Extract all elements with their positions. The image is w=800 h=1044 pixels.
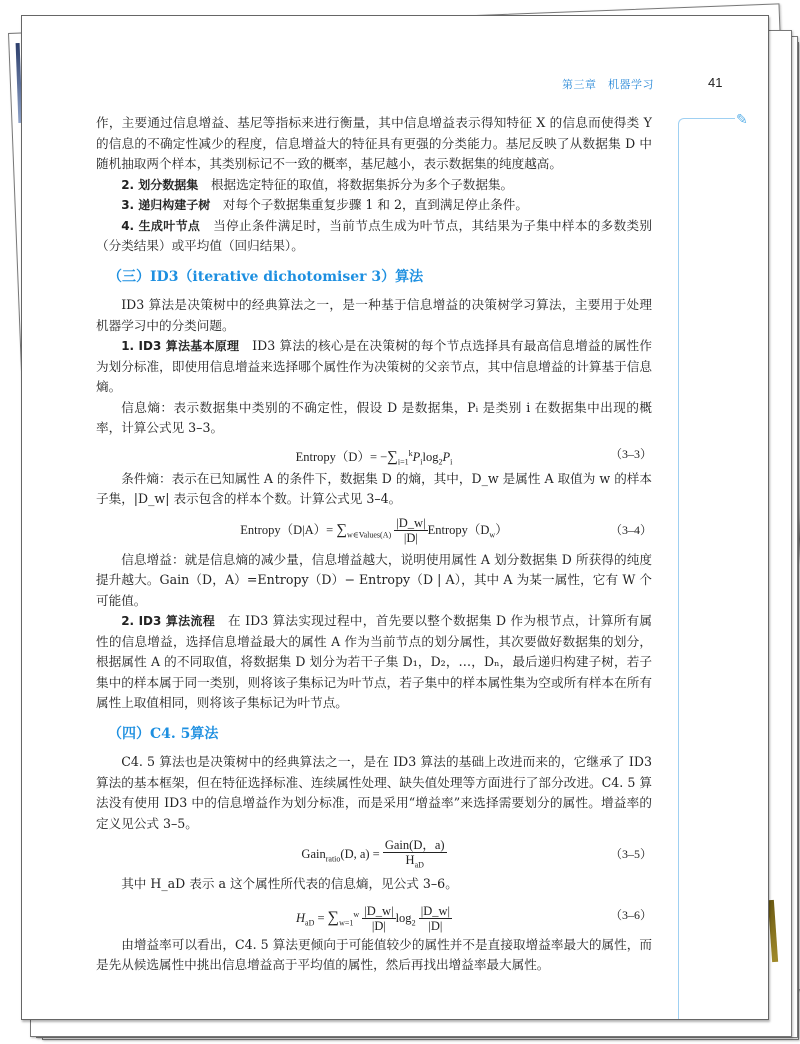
formula-number: （3–4）: [609, 522, 652, 537]
formula-number: （3–6）: [609, 907, 652, 922]
paragraph: 条件熵：表示在已知属性 A 的条件下，数据集 D 的熵，其中，D_w 是属性 A 取值为 w 的样本子集，|D_w| 表示包含的样本个数。计算公式见 3–4。: [96, 470, 652, 506]
step-3: [96, 195, 652, 216]
paragraph: 作，主要通过信息增益、基尼等指标来进行衡量，其中信息增益表示得知特征 X 的信息而使得类 Y 的信息的不确定性减少的程度，信息增益大的特征具有更强的分类能力。基尼反映了从数据集 D 中随机抽取两个样本，其类别标记不一致的概率，基尼越小，表示数据集的纯度越高。: [96, 115, 652, 171]
step-2: [96, 175, 652, 196]
formula-expression: Gain$_{ratio}$(D, a) = $\frac{\text{Gain(D，a)}}{H_{aD}}$: [301, 837, 445, 870]
formula-expression: $H_{aD} = \sum_{w=1}^w$ $\frac{|D\_w|}{|D|}$ $\log_2$ $\frac{|D\_w|}{|D|}$: [295, 904, 450, 934]
formula-3-5: [96, 834, 652, 874]
formula-expression: Entropy（D）= $-\sum_{i=1}^kP_i\log_2P_i$: [295, 448, 453, 467]
page-number: 41: [708, 75, 723, 90]
paragraph: ID3 算法是决策树中的经典算法之一，是一种基于信息增益的决策树学习算法，主要用于处理机器学习中的分类问题。: [96, 297, 652, 333]
step-text: 对每个子数据集重复步骤 1 和 2，直到满足停止条件。: [210, 197, 528, 212]
step-label: 4. 生成叶节点: [121, 218, 201, 233]
step-text: 根据选定特征的取值，将数据集拆分为多个子数据集。: [198, 176, 514, 192]
step-label: 3. 递归构建子树: [121, 198, 211, 212]
paragraph: 由增益率可以看出，C4. 5 算法更倾向于可能值较少的属性并不是直接取增益率最大的属性，而是先从候选属性中挑出信息增益高于平均值的属性，然后再找出增益率最大属性。: [96, 936, 652, 972]
paragraph: 其中 H_aD 表示 a 这个属性所代表的信息熵，见公式 3–6。: [121, 876, 458, 891]
step-text: 当停止条件满足时，当前节点生成为叶节点，其结果为子集中样本的多数类别（分类结果）或平均值（回归结果）。: [96, 217, 652, 253]
formula-number: （3–3）: [609, 446, 652, 461]
formula-expression: Entropy（D|A）= $\sum_{w\in Values(A)}$ $\frac{|D\_w|}{|D|}$ $Entropy(D_w)$: [240, 516, 508, 546]
section-heading-id3: （三）ID3（iterative dichotomiser 3）算法: [108, 268, 424, 285]
formula-3-6: [96, 895, 652, 935]
paragraph: 信息增益：就是信息熵的减少量，信息增益越大，说明使用属性 A 划分数据集 D 所获得的纯度提升越大。Gain（D，A）=Entropy（D）− Entropy（D | A），其中 A 为某一属性，它有 W 个可能值。: [96, 551, 652, 608]
subsection-text: 在 ID3 算法实现过程中，首先要以整个数据集 D 作为根节点，计算所有属性的信息增益，选择信息增益最大的属性 A 作为当前节点的划分属性，其次要做好数据集的划分，根据属性 A 的不同取值，将数据集 D 划分为若干子集 D₁，D₂，…，Dₙ，最后递归构建子树，若子集中的样本属于同一类别，则将该子集标记为叶节点，若子集中的样本属性集为空或所有样本在所有属性上取值相同，则将该子集标记为叶节点。: [96, 613, 652, 710]
formula-number: （3–5）: [609, 847, 652, 861]
paragraph: 信息熵：表示数据集中类别的不确定性，假设 D 是数据集，Pᵢ 是类别 i 在数据集中出现的概率，计算公式见 3–3。: [96, 399, 652, 435]
subsection-label: 2. ID3 算法流程: [121, 614, 216, 628]
pencil-icon: ✎: [736, 112, 748, 128]
step-4: [96, 216, 652, 257]
formula-3-3: [96, 439, 652, 469]
step-label: 2. 划分数据集: [121, 177, 199, 192]
formula-3-4: [96, 510, 652, 550]
notes-margin-frame: [678, 118, 735, 1019]
page-header: [22, 76, 768, 96]
subsection-text: ID3 算法的核心是在决策树的每个节点选择具有最高信息增益的属性作为划分标准，即使用信息增益来选择哪个属性作为决策树的父亲节点，其中信息增益的计算基于信息熵。: [96, 338, 652, 394]
paragraph: C4. 5 算法也是决策树中的经典算法之一，是在 ID3 算法的基础上改进而来的，它继承了 ID3 算法的基本框架，但在特征选择标准、连续属性处理、缺失值处理等方面进行了部分改进。C4. 5 算法没有使用 ID3 中的信息增益作为划分标准，而是采用“增益率”来选择需要划分的属性。增益率的定义见公式 3–5。: [96, 754, 652, 831]
chapter-title: 第三章 机器学习: [562, 78, 654, 91]
subsection-label: 1. ID3 算法基本原理: [121, 339, 240, 353]
id3-process: [96, 611, 652, 714]
id3-principle: [96, 336, 652, 398]
section-heading-c45: （四）C4. 5算法: [108, 725, 219, 742]
page-body: [96, 113, 652, 976]
